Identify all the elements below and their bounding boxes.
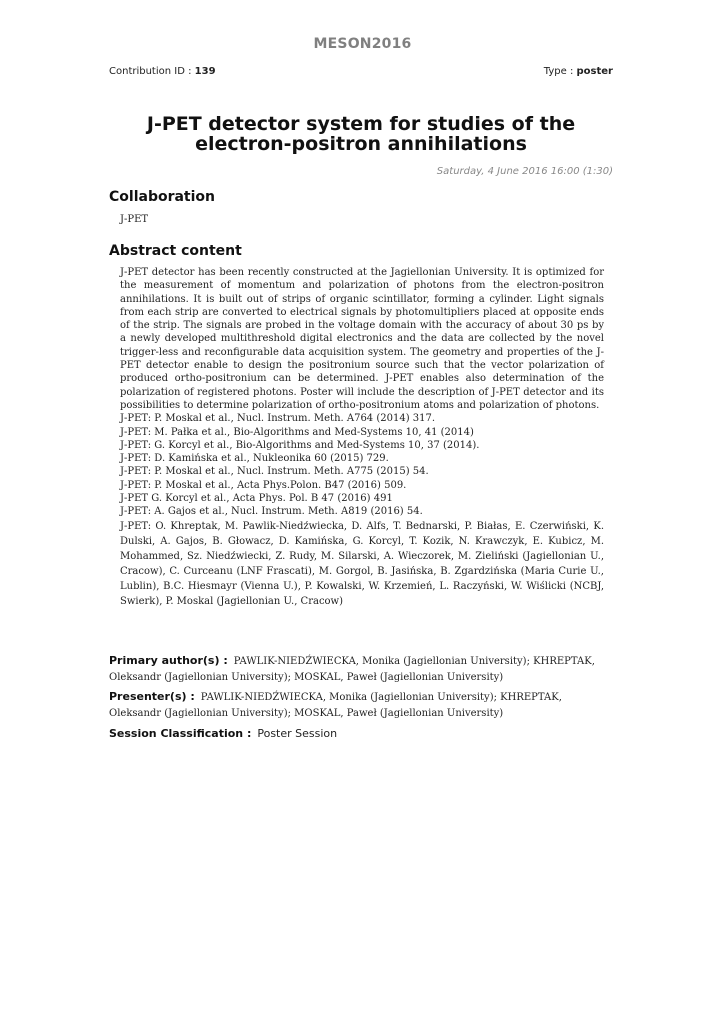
primary-authors-value: PAWLIK-NIEDŹWIECKA, Monika (Jagiellonian University); KHREPTAK, Oleksandr (Jagiellonian University); MOSKAL, Paweł (Jagiellonian University) bbox=[109, 656, 595, 683]
presenters-value: PAWLIK-NIEDŹWIECKA, Monika (Jagiellonian University); KHREPTAK, Oleksandr (Jagiellonian University); MOSKAL, Paweł (Jagiellonian University) bbox=[109, 692, 562, 719]
contribution-id: 139 bbox=[194, 66, 216, 77]
abstract-heading: Abstract content bbox=[109, 243, 242, 259]
reference-item: J-PET: M. Pałka et al., Bio-Algorithms and Med-Systems 10, 41 (2014) bbox=[120, 426, 474, 438]
meta-row bbox=[109, 66, 613, 77]
reference-item: J-PET: P. Moskal et al., Nucl. Instrum. Meth. A775 (2015) 54. bbox=[120, 466, 429, 478]
collaboration-authors: J-PET: O. Khreptak, M. Pawlik-Niedźwiecka, D. Alfs, T. Bednarski, P. Białas, E. Czerwiński, K. Dulski, A. Gajos, B. Głowacz, D. Kamińska, G. Korcyl, T. Kozik, N. Krawczyk, E. Kubicz, M. Mohammed, Sz. Niedźwiecki, Z. Rudy, M. Silarski, A. Wieczorek, M. Zieliński (Jagiellonian U., Cracow), C. Curceanu (LNF Frascati), M. Gorgol, B. Jasińska, B. Zgardzińska (Maria Curie U., Lublin), B.C. Hiesmayr (Vienna U.), P. Kowalski, W. Krzemień, L. Raczyński, W. Wiślicki (NCBJ, Swierk), P. Moskal (Jagiellonian U., Cracow) bbox=[120, 520, 604, 607]
presenters-label: Presenter(s) : bbox=[109, 690, 195, 703]
contribution-label: Contribution ID : bbox=[109, 66, 192, 77]
session-label: Session Classification : bbox=[109, 727, 252, 740]
primary-authors-block bbox=[109, 653, 613, 685]
session-value: Poster Session bbox=[257, 727, 338, 740]
reference-item: J-PET: P. Moskal et al., Nucl. Instrum. Meth. A764 (2014) 317. bbox=[120, 413, 436, 425]
session-datetime: Saturday, 4 June 2016 16:00 (1:30) bbox=[436, 166, 613, 177]
type-info bbox=[544, 66, 613, 77]
reference-list bbox=[120, 412, 604, 518]
type-label: Type : bbox=[543, 66, 574, 77]
reference-item: J-PET: D. Kamińska et al., Nukleonika 60 (2015) 729. bbox=[120, 453, 389, 465]
reference-item: J-PET: P. Moskal et al., Acta Phys.Polon. B47 (2016) 509. bbox=[120, 479, 407, 491]
primary-authors-label: Primary author(s) : bbox=[109, 654, 228, 667]
collaboration-value: J-PET bbox=[120, 214, 149, 225]
conference-name: MESON2016 bbox=[313, 36, 412, 52]
session-block bbox=[109, 726, 613, 743]
abstract-body bbox=[120, 266, 604, 609]
presenters-block bbox=[109, 689, 613, 721]
page-title: J-PET detector system for studies of the electron-positron annihilations bbox=[146, 113, 576, 155]
reference-item: J-PET: A. Gajos et al., Nucl. Instrum. Meth. A819 (2016) 54. bbox=[120, 506, 423, 518]
reference-item: J-PET: G. Korcyl et al., Bio-Algorithms and Med-Systems 10, 37 (2014). bbox=[120, 439, 480, 451]
type-value: poster bbox=[576, 66, 613, 77]
abstract-paragraph: J-PET detector has been recently constructed at the Jagiellonian University. It is optimized for the measurement of momentum and polarization of photons from the electron-positron annihilations. It is built out of strips of organic scintillator, forming a cylinder. Light signals from each strip are converted to electrical signals by photomultipliers placed at opposite ends of the strip. The signals are probed in the voltage domain with the accuracy of about 30 ps by a newly developed multithreshold digital electronics and the data are collected by the novel trigger-less and reconfigurable data acquisition system. The geometry and properties of the J-PET detector enable to design the positronium source such that the vector polarization of produced ortho-positronium can be determined. J-PET enables also determination of the polarization of registered photons. Poster will include the description of J-PET detector and its possibilities to determine polarization of ortho-positronium atoms and polarization of photons. bbox=[120, 267, 604, 411]
collaboration-heading: Collaboration bbox=[109, 189, 216, 205]
reference-item: J-PET G. Korcyl et al., Acta Phys. Pol. B 47 (2016) 491 bbox=[120, 493, 393, 505]
